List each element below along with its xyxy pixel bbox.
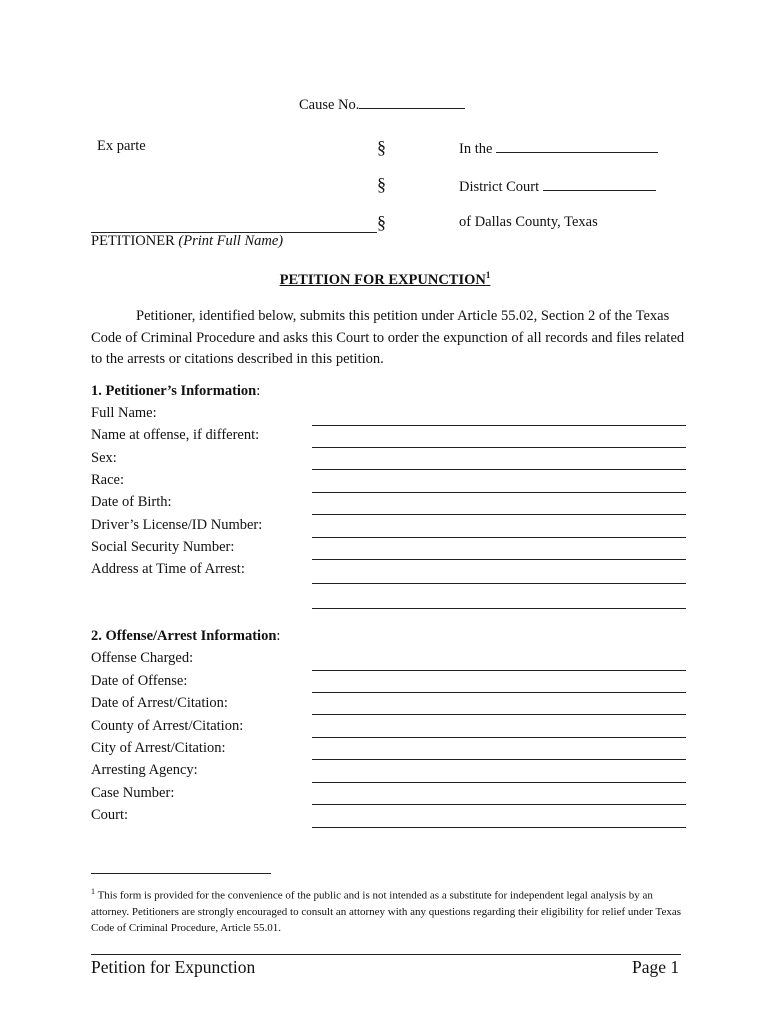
field-label-race: Race: [91,472,125,488]
field-label-date-of-offense: Date of Offense: [91,673,188,689]
sex-line[interactable] [312,469,686,470]
district-court-blank[interactable] [543,176,656,191]
section1-heading: 1. Petitioner’s Information: [91,383,261,399]
field-label-full-name: Full Name: [91,405,157,421]
in-the-label: In the [459,141,493,157]
county-label: of Dallas County, Texas [459,214,598,230]
address-line-2[interactable] [312,608,686,609]
ssn-line[interactable] [312,559,686,560]
petition-title [0,270,770,289]
case-number-line[interactable] [312,804,686,805]
dob-line[interactable] [312,514,686,515]
footnote [91,884,691,936]
district-court-row [459,176,656,196]
section1-heading-text: 1. Petitioner’s Information [91,383,257,399]
field-label-case-number: Case Number: [91,785,175,801]
cause-number-label: Cause No. [299,97,360,113]
court-number-blank[interactable] [496,138,658,153]
drivers-license-line[interactable] [312,537,686,538]
footer-title: Petition for Expunction [91,957,256,977]
field-label-date-of-arrest: Date of Arrest/Citation: [91,695,228,711]
section-symbol-3: § [377,212,386,232]
petition-title-text: PETITION FOR EXPUNCTION [279,271,486,288]
section-symbol-2: § [377,174,386,194]
name-at-offense-line[interactable] [312,447,686,448]
field-label-county-of-arrest: County of Arrest/Citation: [91,718,244,734]
footnote-marker: 1 [91,887,95,896]
court-number-row [459,138,658,158]
offense-charged-line[interactable] [312,670,686,671]
footnote-text: This form is provided for the convenience of the public and is not intended as a substitute for independent legal analysis by an attorney. Petitioners are strongly encouraged to consult an attorney with any questions regarding their eligibility for relief under Texas Code of Criminal Procedure, Article 55.01. [91,889,682,934]
county-of-arrest-line[interactable] [312,737,686,738]
full-name-line[interactable] [312,425,686,426]
field-label-sex: Sex: [91,450,117,466]
field-label-arresting-agency: Arresting Agency: [91,762,198,778]
print-full-name-hint: (Print Full Name) [178,233,284,249]
petitioner-label: PETITIONER [91,233,175,249]
footnote-separator [91,873,271,874]
arresting-agency-line[interactable] [312,782,686,783]
field-label-city-of-arrest: City of Arrest/Citation: [91,740,226,756]
section-symbol-1: § [377,137,386,157]
field-label-name-at-offense: Name at offense, if different: [91,427,260,443]
field-label-drivers-license: Driver’s License/ID Number: [91,517,263,533]
footer-rule [91,954,681,955]
title-footnote-ref: 1 [485,270,491,280]
field-label-offense-charged: Offense Charged: [91,650,194,666]
page-number: Page 1 [632,957,680,977]
field-label-dob: Date of Birth: [91,494,172,510]
field-label-ssn: Social Security Number: [91,539,235,555]
date-of-offense-line[interactable] [312,692,686,693]
date-of-arrest-line[interactable] [312,714,686,715]
section2-heading-text: 2. Offense/Arrest Information [91,628,277,644]
field-label-court: Court: [91,807,129,823]
cause-number-row [299,94,465,114]
intro-paragraph: Petitioner, identified below, submits this petition under Article 55.02, Section 2 of the Texas Code of Criminal Procedure and asks this Court to order the expunction of all records and files related to the arrests or citations described in this petition. [91,308,685,367]
district-court-label: District Court [459,179,540,195]
ex-parte-label: Ex parte [97,138,146,154]
address-line-1[interactable] [312,583,686,584]
field-label-address: Address at Time of Arrest: [91,561,245,577]
petitioner-caption [91,233,283,250]
race-line[interactable] [312,492,686,493]
court-line[interactable] [312,827,686,828]
section2-heading: 2. Offense/Arrest Information: [91,628,281,644]
cause-number-blank[interactable] [359,94,465,109]
city-of-arrest-line[interactable] [312,759,686,760]
